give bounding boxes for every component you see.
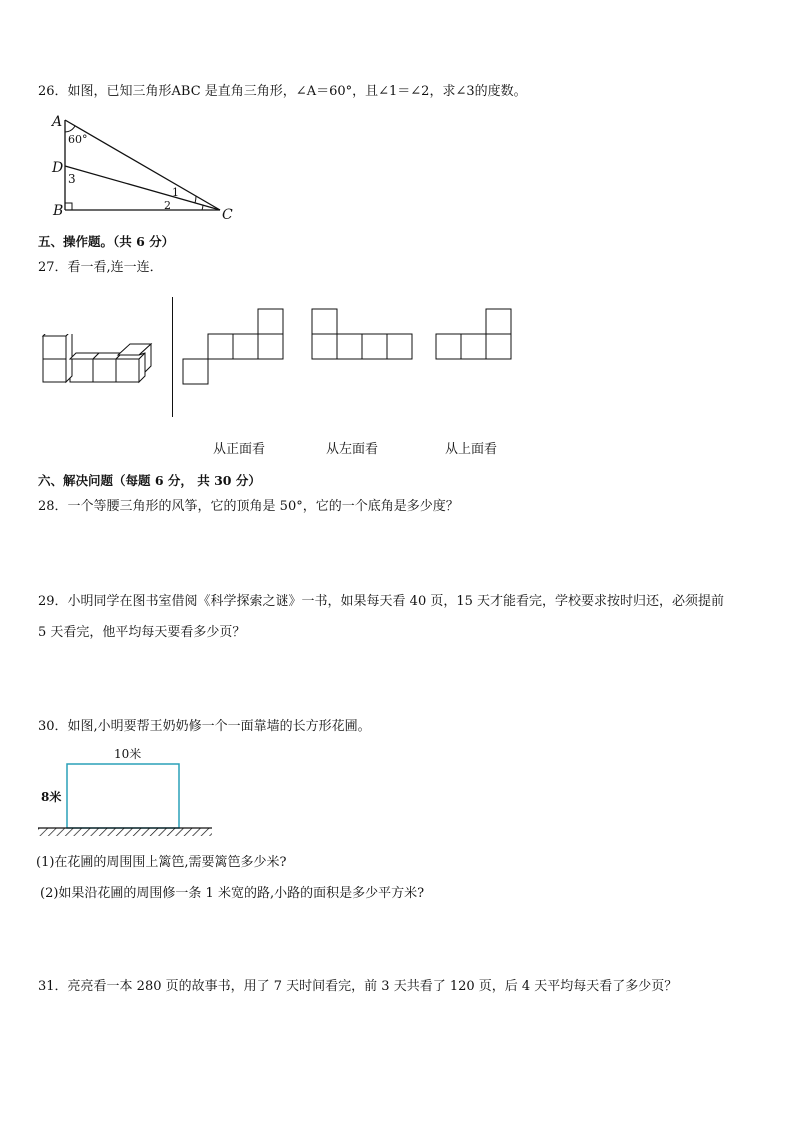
label-C: C <box>222 207 233 223</box>
label-A: A <box>52 114 63 130</box>
garden-figure <box>36 746 216 842</box>
divider-line <box>172 297 173 417</box>
label-width: 10米 <box>114 747 142 761</box>
view-label-front: 从正面看 <box>213 442 266 457</box>
label-2: 2 <box>164 199 171 212</box>
wall-ground <box>38 828 212 836</box>
left-view-figure <box>311 308 415 362</box>
label-1: 1 <box>172 186 179 199</box>
label-height: 8米 <box>41 790 62 804</box>
question-28-text: 28．一个等腰三角形的风筝，它的顶角是 50°，它的一个底角是多少度？ <box>38 499 459 514</box>
section-5-title: 五、操作题。（共 6 分） <box>38 234 175 249</box>
top-view-figure <box>435 308 515 362</box>
label-B: B <box>53 203 64 219</box>
question-26-text: 26．如图，已知三角形ABC 是直角三角形，∠A＝60°，且∠1＝∠2，求∠3的度数。 <box>38 84 527 99</box>
front-view-figure <box>182 308 286 386</box>
question-29-line2: 5 天看完，他平均每天要看多少页？ <box>38 625 246 640</box>
question-31-text: 31．亮亮看一本 280 页的故事书，用了 7 天时间看完，前 3 天共看了 120 页，后 4 天平均每天看了多少页？ <box>38 979 678 994</box>
label-60: 60° <box>68 133 88 146</box>
section-6-title: 六、解决问题（每题 6 分， 共 30 分） <box>38 473 261 488</box>
question-30-sub1: (1)在花圃的周围围上篱笆,需要篱笆多少米? <box>36 855 287 870</box>
triangle-figure <box>48 112 240 224</box>
view-label-left: 从左面看 <box>326 442 379 457</box>
question-30-sub2: (2)如果沿花圃的周围修一条 1 米宽的路,小路的面积是多少平方米? <box>40 886 425 901</box>
view-label-top: 从上面看 <box>445 442 498 457</box>
cube-solid-figure <box>38 334 158 386</box>
garden-rect <box>67 764 179 828</box>
question-30-text: 30．如图,小明要帮王奶奶修一个一面靠墙的长方形花圃。 <box>38 719 371 734</box>
question-29-line1: 29．小明同学在图书室借阅《科学探索之谜》一书，如果每天看 40 页，15 天才能看完，学校要求按时归还，必须提前 <box>38 594 725 609</box>
label-D: D <box>52 160 64 176</box>
label-3: 3 <box>68 172 76 186</box>
question-27-text: 27．看一看,连一连． <box>38 260 163 275</box>
